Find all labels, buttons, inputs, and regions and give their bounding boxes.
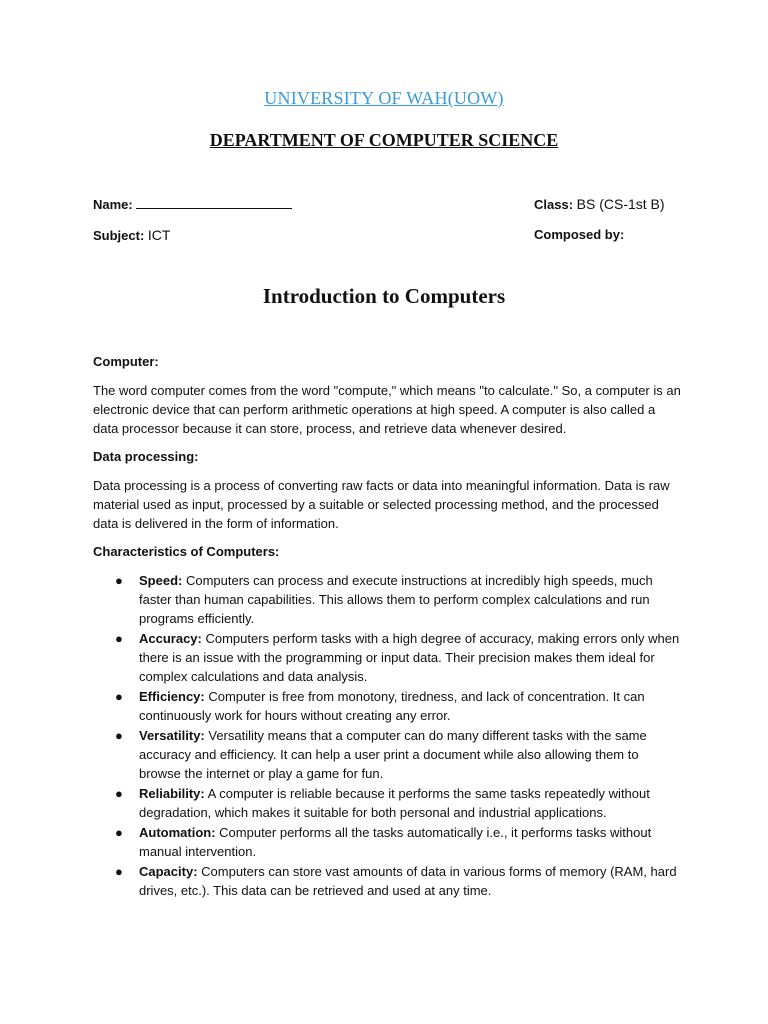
list-item: ● Reliability: A computer is reliable because it performs the same tasks repeatedly without degradation, which makes it suitable for both personal and industrial applications. xyxy=(115,786,650,820)
university-title: UNIVERSITY OF WAH(UOW) xyxy=(264,88,504,108)
bullet-icon: ● xyxy=(115,786,123,801)
document-body xyxy=(93,352,683,901)
list-item: ● Versatility: Versatility means that a computer can do many different tasks with the same accuracy and efficiency. It can help a user print a document while also allowing them to browse the internet or play a game for fun. xyxy=(115,728,647,781)
list-item: ● Automation: Computer performs all the tasks automatically i.e., it performs tasks without manual intervention. xyxy=(115,825,652,859)
class-value: BS (CS-1st B) xyxy=(576,196,665,212)
list-item: ● Efficiency: Computer is free from monotony, tiredness, and lack of concentration. It can continuously work for hours without creating any error. xyxy=(115,689,645,723)
list-item: ● Speed: Computers can process and execute instructions at incredibly high speeds, much faster than human capabilities. This allows them to perform complex calculations and run programs efficiently. xyxy=(115,573,653,626)
subject-value: ICT xyxy=(147,227,171,243)
class-label: Class: xyxy=(534,197,574,212)
name-label: Name: xyxy=(93,197,133,212)
list-item: ● Accuracy: Computers perform tasks with a high degree of accuracy, making errors only when there is an issue with the programming or input data. Their precision makes them ideal for complex calculations and data analysis. xyxy=(115,631,680,684)
department-title: DEPARTMENT OF COMPUTER SCIENCE xyxy=(209,130,559,150)
computer-paragraph: The word computer comes from the word "compute," which means "to calculate." So, a computer is an electronic device that can perform arithmetic operations at high speed. A computer is also called a data processor because it can store, process, and retrieve data whenever desired. xyxy=(93,383,681,436)
bullet-icon: ● xyxy=(115,631,123,646)
class-field xyxy=(534,196,665,212)
name-field xyxy=(93,196,292,212)
bullet-icon: ● xyxy=(115,825,123,840)
subject-field xyxy=(93,227,170,243)
bullet-icon: ● xyxy=(115,864,123,879)
composed-field xyxy=(534,227,624,242)
bullet-icon: ● xyxy=(115,573,123,588)
composed-by-label: Composed by: xyxy=(534,227,625,242)
bullet-icon: ● xyxy=(115,689,123,704)
computer-heading: Computer: xyxy=(93,354,159,369)
subject-label: Subject: xyxy=(93,228,145,243)
document-title: Introduction to Computers xyxy=(262,284,506,308)
characteristics-heading: Characteristics of Computers: xyxy=(93,544,280,559)
list-item: ● Capacity: Computers can store vast amounts of data in various forms of memory (RAM, hard drives, etc.). This data can be retrieved and used at any time. xyxy=(115,864,677,898)
characteristics-list xyxy=(93,571,683,900)
data-processing-paragraph: Data processing is a process of converting raw facts or data into meaningful information. Data is raw material used as input, processed by a suitable or selected processing method, and the processed data is delivered in the form of information. xyxy=(93,478,670,531)
bullet-icon: ● xyxy=(115,728,123,743)
name-blank-line xyxy=(136,196,292,209)
data-processing-heading: Data processing: xyxy=(93,449,199,464)
